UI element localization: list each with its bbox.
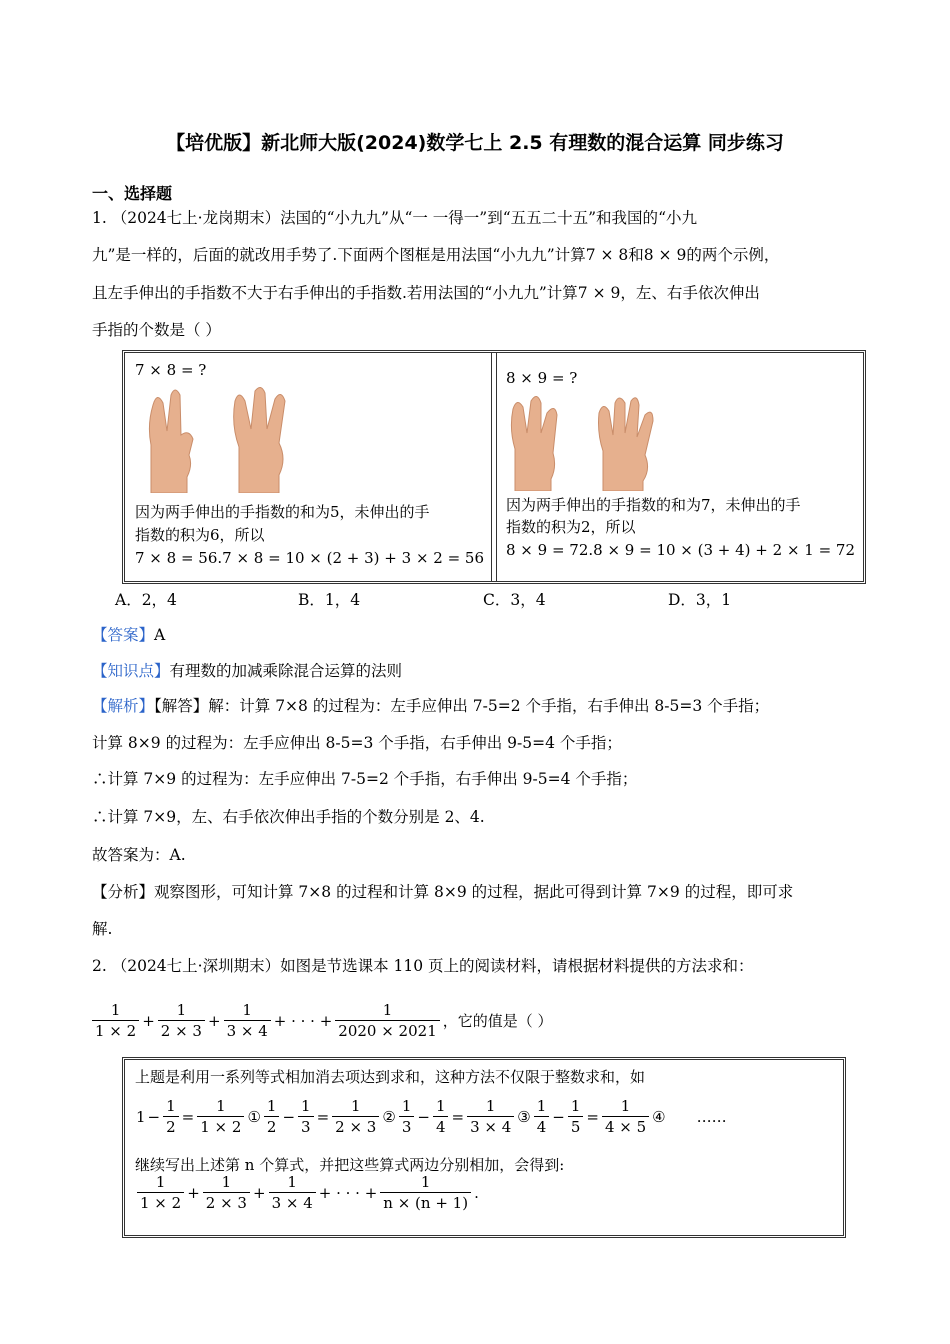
box-equations: 1 − $\frac{1}{2}$ = $\frac{1}{1 \times 2}$ ① $\frac{1}{2}$ − $\frac{1}{3}$ = $\frac{1}{2 \times 3}$ ② $\frac{1}{3}$ − $\frac{1}{4}$ = $\frac{1}{3 \times 4}$ ③ $\frac{1}{4}$ − $\frac{1}{5}$ = $\frac{1}{4 \times 5}$ ④ …… xyxy=(136,1097,727,1136)
knowledge-point-tag: 【知识点】 xyxy=(92,662,170,680)
analysis-text-1: 【解答】解：计算 7×8 的过程为：左手应伸出 7-5=2 个手指，右手伸出 8-5=3 个手指； xyxy=(154,697,770,715)
q2-sum-expression: $\frac{1}{1 \times 2}$ + $\frac{1}{2 \times 3}$ + $\frac{1}{3 \times 4}$ + · · · + $\frac{1}{2020 \times 2021}$ ，它的值是（ ） xyxy=(90,1000,554,1041)
q2-sum-tail: ，它的值是（ ） xyxy=(442,1012,553,1030)
fraction: $\frac{1}{3 \times 4}$ xyxy=(224,1000,271,1041)
q1-line-3: 且左手伸出的手指数不大于右手伸出的手指数.若用法国的“小九九”计算7 × 9，左、右手依次伸出 xyxy=(92,284,760,302)
analysis-tag: 【解析】 xyxy=(92,697,155,715)
option-d: D．3，1 xyxy=(668,591,732,609)
left-box-formula: 7 × 8 = 56.7 × 8 = 10 × (2 + 3) + 3 × 2 = 56 xyxy=(135,549,485,567)
right-box-text-1: 因为两手伸出的手指数的和为7，未伸出的手 xyxy=(506,496,801,514)
hand-examples-figure xyxy=(122,350,866,584)
fraction: $\frac{1}{2 \times 3}$ xyxy=(158,1000,205,1041)
left-hand-image-2 xyxy=(505,393,565,491)
page-title: 【培优版】新北师大版(2024)数学七上 2.5 有理数的混合运算 同步练习 xyxy=(166,132,784,154)
option-c: C．3，4 xyxy=(483,591,546,609)
knowledge-point-text: 有理数的加减乘除混合运算的法则 xyxy=(169,662,403,680)
analysis-line-2: 计算 8×9 的过程为：左手应伸出 8-5=3 个手指，右手伸出 9-5=4 个手指； xyxy=(92,734,622,752)
fraction: $\frac{1}{1 \times 2}$ xyxy=(92,1000,139,1041)
analysis-line-4: ∴计算 7×9，左、右手依次伸出手指的个数分别是 2、4. xyxy=(92,808,485,826)
right-hand-image-2 xyxy=(593,393,659,491)
fraction: $\frac{1}{2020 \times 2021}$ xyxy=(335,1000,439,1041)
option-a: A．2，4 xyxy=(115,591,177,609)
box-sum-expression: $\frac{1}{1 \times 2}$ + $\frac{1}{2 \times 3}$ + $\frac{1}{3 \times 4}$ + · · · + $\frac{1}{n \times (n + 1)}$ . xyxy=(135,1172,480,1213)
left-box-text-2: 指数的积为6，所以 xyxy=(135,526,265,544)
answer-tag: 【答案】 xyxy=(92,626,155,644)
analysis-line-5: 故答案为：A. xyxy=(92,846,186,864)
reading-material-box xyxy=(122,1057,846,1238)
analysis-line-1 xyxy=(92,694,769,716)
left-box-text-1: 因为两手伸出的手指数的和为5，未伸出的手 xyxy=(135,503,430,521)
analysis-line-7: 解. xyxy=(92,920,113,938)
box-line-1: 上题是利用一系列等式相加消去项达到求和，这种方法不仅限于整数求和，如 xyxy=(135,1068,646,1086)
analysis-line-3: ∴计算 7×9 的过程为：左手应伸出 7-5=2 个手指，右手伸出 9-5=4 个手指； xyxy=(92,770,638,788)
q1-line-2: 九”是一样的，后面的就改用手势了.下面两个图框是用法国“小九九”计算7 × 8和8 × 9的两个示例， xyxy=(92,246,780,264)
q1-line-1: 1. （2024七上·龙岗期末）法国的“小九九”从“一 一得一”到“五五二十五”和我国的“小九 xyxy=(92,209,697,227)
knowledge-point-line xyxy=(92,659,402,681)
left-box-header: 7 × 8 = ? xyxy=(135,361,207,379)
figure-divider xyxy=(491,353,497,581)
left-hand-image xyxy=(137,385,207,493)
right-box-text-2: 指数的积为2，所以 xyxy=(506,518,636,536)
right-hand-image xyxy=(225,385,297,493)
q2-line-1: 2. （2024七上·深圳期末）如图是节选课本 110 页上的阅读材料，请根据材料提供的方法求和： xyxy=(92,957,754,975)
box-line-3: 继续写出上述第 n 个算式，并把这些算式两边分别相加，会得到: xyxy=(135,1156,565,1174)
section-heading: 一、选择题 xyxy=(92,184,173,203)
option-b: B．1，4 xyxy=(298,591,361,609)
right-box-header: 8 × 9 = ? xyxy=(506,369,578,387)
analysis-line-6: 【分析】观察图形，可知计算 7×8 的过程和计算 8×9 的过程，据此可得到计算 7×9 的过程，即可求 xyxy=(92,883,794,901)
answer-line xyxy=(92,623,165,645)
q1-line-4: 手指的个数是（ ） xyxy=(92,321,221,339)
right-box-formula: 8 × 9 = 72.8 × 9 = 10 × (3 + 4) + 2 × 1 = 72 xyxy=(506,541,856,559)
answer-value: A xyxy=(154,626,166,644)
